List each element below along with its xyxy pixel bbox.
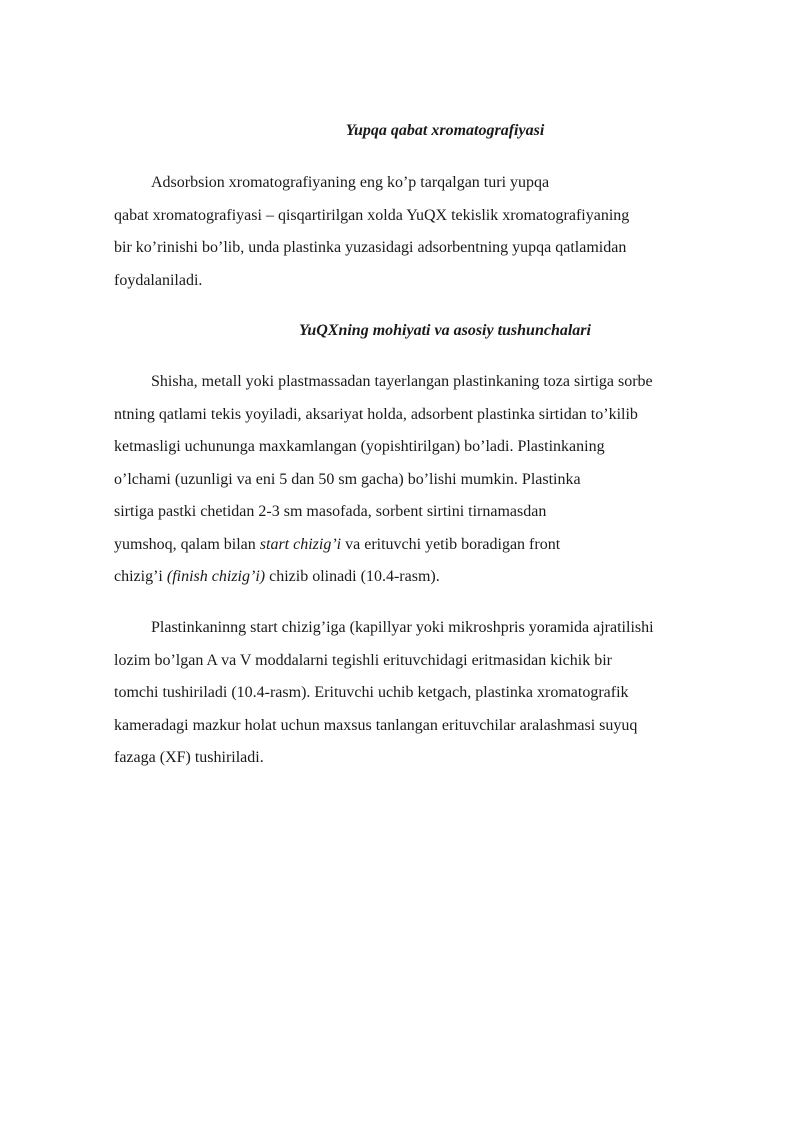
text-line: sirtiga pastki chetidan 2-3 sm masofada, sorbent sirtini tirnamasdan [114,503,547,520]
section-heading-thin-layer-chromatography: Yupqa qabat xromatografiyasi [345,122,545,139]
text-run: chizig’i [114,568,167,585]
italic-term-start-line: start chizig’i [259,535,342,553]
text-line: bir ko’rinishi bo’lib, unda plastinka yuzasidagi adsorbentning yupqa qatlamidan [114,239,627,256]
text-line: Shisha, metall yoki plastmassadan tayerlangan plastinkaning toza sirtiga sorbe [151,373,653,390]
text-line: fazaga (XF) tushiriladi. [114,749,264,766]
text-line: o’lchami (uzunligi va eni 5 dan 50 sm gacha) bo’lishi mumkin. Plastinka [114,470,581,488]
text-line: tomchi tushiriladi (10.4-rasm). Erituvchi uchib ketgach, plastinka xromatografik [114,684,629,701]
text-line: ntning qatlami tekis yoyiladi, aksariyat holda, adsorbent plastinka sirtidan to’kilib [114,405,638,423]
section-heading-essence-concepts: YuQXning mohiyati va asosiy tushunchalari [299,322,591,339]
paragraph-intro [114,167,774,297]
text-line: Plastinkaninng start chizig’iga (kapillyar yoki mikroshpris yoramida ajratilishi [151,619,654,636]
text-line: qabat xromatografiyasi – qisqartirilgan xolda YuQX tekislik xromatografiyaning [114,206,630,224]
text-line: ketmasligi uchununga maxkamlangan (yopishtirilgan) bo’ladi. Plastinkaning [114,438,605,455]
text-run: va erituvchi yetib boradigan front [341,535,561,553]
paragraph-sample-application [114,612,774,775]
text-line: lozim bo’lgan A va V moddalarni tegishli erituvchidagi eritmasidan kichik bir [114,651,612,669]
text-line: kameradagi mazkur holat uchun maxsus tanlangan erituvchilar aralashmasi suyuq [114,716,638,734]
text-line: Adsorbsion xromatografiyaning eng ko’p tarqalgan turi yupqa [151,174,550,191]
text-line-finish-line [114,561,774,594]
italic-term-finish-line: (finish chizig’i) [166,568,266,585]
text-line: foydalaniladi. [114,271,203,289]
text-run: yumshoq, qalam bilan [114,535,260,553]
text-line-start-line [114,529,774,562]
paragraph-plate-preparation [114,366,774,594]
text-run: chizib olinadi (10.4-rasm). [265,568,440,585]
